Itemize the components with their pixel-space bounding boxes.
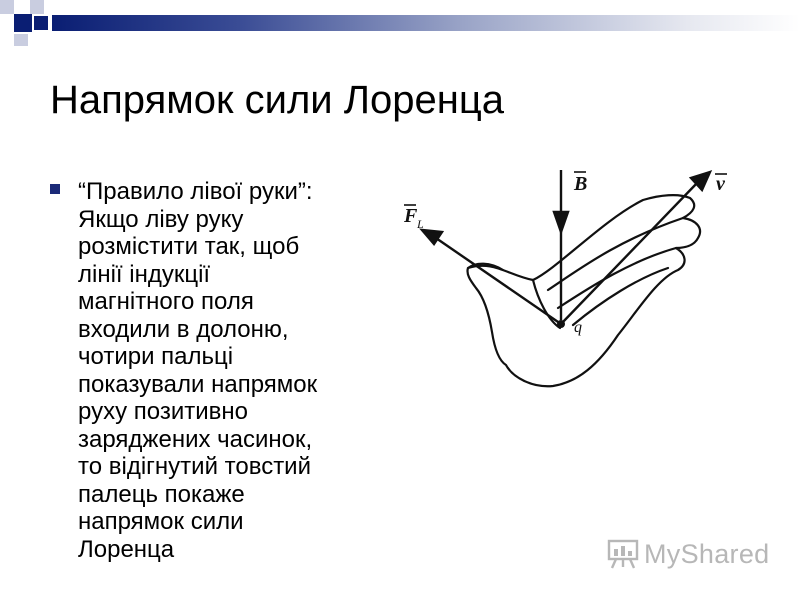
force-label: F — [404, 205, 418, 227]
decorative-header-bar — [0, 0, 800, 48]
bullet-line: заряджених часинок, — [78, 425, 313, 453]
force-label-subscript: L — [417, 217, 424, 231]
decor-square — [30, 0, 44, 14]
velocity-arrow-line — [561, 182, 698, 324]
bullet-line: Якщо ліву руку — [78, 205, 244, 233]
decor-square — [0, 0, 14, 14]
bullet-line: палець покаже — [78, 480, 245, 508]
bullet-line: магнітного поля — [78, 288, 254, 315]
charge-point — [557, 320, 565, 328]
bullet-line: Лоренца — [78, 535, 175, 563]
bullet-line: напрямок сили — [78, 508, 244, 535]
bullet-line: показували напрямок — [78, 370, 318, 398]
field-arrowhead-icon — [554, 212, 568, 232]
finger-line — [558, 248, 676, 308]
presentation-board-icon — [606, 537, 640, 571]
watermark — [606, 536, 769, 572]
decor-square — [0, 16, 12, 30]
bullet-line: входили в долоню, — [78, 315, 289, 343]
bullet-text — [78, 178, 398, 563]
slide-title: Напрямок сили Лоренца — [50, 78, 504, 122]
field-label: B — [574, 173, 588, 195]
bullet-line: руху позитивно — [78, 398, 248, 425]
decor-square — [34, 16, 48, 30]
bullet-line: “Правило лівої руки”: — [78, 178, 313, 205]
decor-square — [14, 0, 28, 14]
left-hand-rule-diagram — [398, 160, 738, 410]
force-arrow-line — [433, 236, 561, 324]
force-arrowhead-icon — [422, 230, 442, 244]
watermark-text: MyShared — [644, 538, 770, 569]
bullet-line: то відігнутий товстий — [78, 453, 311, 480]
bullet-line: чотири пальці — [78, 343, 234, 370]
decor-square — [14, 34, 28, 46]
bullet-square-icon — [50, 184, 60, 194]
decor-square — [14, 14, 32, 32]
charge-label: q — [574, 319, 582, 336]
bullet-line: лінії індукції — [78, 260, 211, 288]
decor-gradient-bar — [52, 15, 800, 31]
bullet-line: розмістити так, щоб — [78, 233, 300, 260]
velocity-label: v — [716, 173, 725, 195]
